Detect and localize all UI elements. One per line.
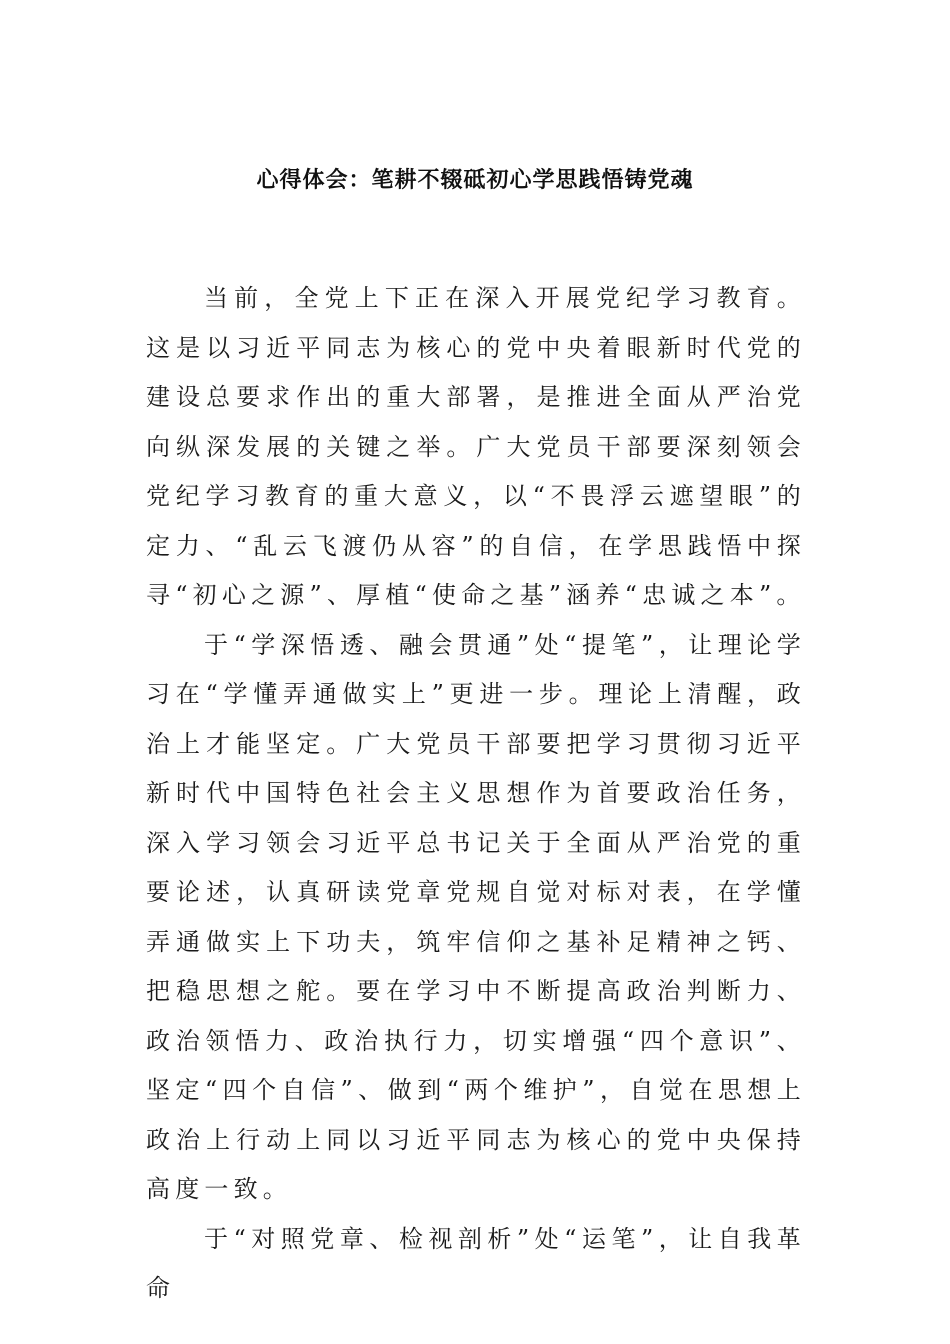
paragraph-2: 于“学深悟透、融会贯通”处“提笔”，让理论学习在“学懂弄通做实上”更进一步。理论上清醒，政治上才能坚定。广大党员干部要把学习贯彻习近平新时代中国特色社会主义思想作为首要政治任务，深入学习领会习近平总书记关于全面从严治党的重要论述，认真研读党章党规自觉对标对表，在学懂弄通做实上下功夫，筑牢信仰之基补足精神之钙、把稳思想之舵。要在学习中不断提高政治判断力、政治领悟力、政治执行力，切实增强“四个意识”、坚定“四个自信”、做到“两个维护”，自觉在思想上政治上行动上同以习近平同志为核心的党中央保持高度一致。 [146,630,806,1203]
document-title: 心得体会：笔耕不辍砥初心学思践悟铸党魂 [256,167,694,193]
paragraph-3: 于“对照党章、检视剖析”处“运笔”，让自我革命 [146,1224,806,1302]
document-body [146,274,806,1314]
paragraph-1: 当前，全党上下正在深入开展党纪学习教育。这是以习近平同志为核心的党中央着眼新时代党的建设总要求作出的重大部署，是推进全面从严治党向纵深发展的关键之举。广大党员干部要深刻领会党纪学习教育的重大意义，以“不畏浮云遮望眼”的定力、“乱云飞渡仍从容”的自信，在学思践悟中探寻“初心之源”、厚植“使命之基”涵养“忠诚之本”。 [146,284,806,609]
